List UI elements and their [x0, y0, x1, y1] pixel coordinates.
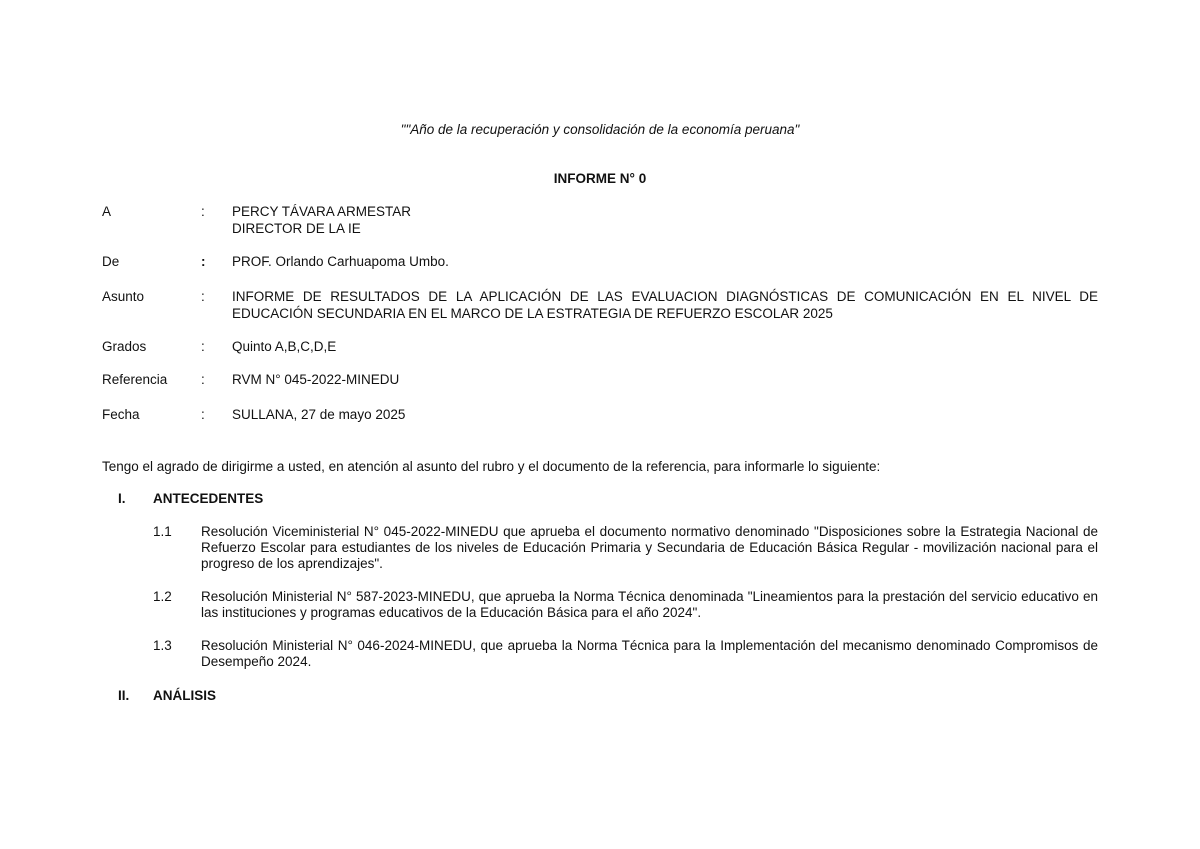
section-heading-antecedentes: [118, 491, 263, 506]
field-referencia-colon: :: [201, 372, 205, 387]
field-a-label: A: [102, 204, 112, 219]
field-grados-colon: :: [201, 339, 205, 354]
item-number: 1.3: [153, 638, 172, 653]
report-title: INFORME N° 0: [553, 171, 647, 186]
recipient-position: DIRECTOR DE LA IE: [232, 221, 361, 236]
section-number: I.: [118, 491, 126, 506]
item-text: Resolución Ministerial N° 046-2024-MINEDU, que aprueba la Norma Técnica para la Implementación del mecanismo denominado Compromisos de Desempeño 2024.: [201, 638, 1098, 669]
field-de-colon: :: [201, 254, 206, 269]
field-de-value: PROF. Orlando Carhuapoma Umbo.: [232, 254, 449, 269]
field-fecha-colon: :: [201, 407, 205, 422]
field-referencia-value: RVM N° 045-2022-MINEDU: [232, 372, 400, 387]
field-grados-label: Grados: [102, 339, 147, 354]
field-referencia-label: Referencia: [102, 372, 168, 387]
field-de-label: De: [102, 254, 120, 269]
section-number: II.: [118, 688, 130, 703]
section-heading-analisis: [118, 688, 216, 703]
field-a-colon: :: [201, 204, 205, 219]
field-a-value: [232, 203, 1098, 237]
recipient-name: PERCY TÁVARA ARMESTAR: [232, 204, 412, 219]
field-asunto-label: Asunto: [102, 289, 145, 304]
field-fecha-value: SULLANA, 27 de mayo 2025: [232, 407, 406, 422]
field-fecha-label: Fecha: [102, 407, 140, 422]
field-asunto-value: INFORME DE RESULTADOS DE LA APLICACIÓN DE LAS EVALUACION DIAGNÓSTICAS DE COMUNICACIÓN EN EL NIVEL DE EDUCACIÓN SECUNDARIA EN EL MARCO DE LA ESTRATEGIA DE REFUERZO ESCOLAR 2025: [232, 289, 1098, 321]
field-asunto-colon: :: [201, 289, 205, 304]
section-title: ANÁLISIS: [153, 688, 217, 703]
item-number: 1.1: [153, 524, 172, 539]
item-text: Resolución Viceministerial N° 045-2022-MINEDU que aprueba el documento normativo denominado "Disposiciones sobre la Estrategia Nacional de Refuerzo Escolar para estudiantes de los niveles de Educación Primaria y Secundaria de Educación Básica Regular - movilización nacional para el progreso de los aprendizajes".: [201, 524, 1098, 571]
intro-paragraph: Tengo el agrado de dirigirme a usted, en atención al asunto del rubro y el documento de la referencia, para informarle lo siguiente:: [102, 459, 881, 474]
year-motto: ""Año de la recuperación y consolidación de la economía peruana": [400, 122, 800, 137]
section-title: ANTECEDENTES: [153, 491, 264, 506]
item-text: Resolución Ministerial N° 587-2023-MINEDU, que aprueba la Norma Técnica denominada "Lineamientos para la prestación del servicio educativo en las instituciones y programas educativos de la Educación Básica para el año 2024".: [201, 589, 1098, 620]
item-number: 1.2: [153, 589, 172, 604]
field-grados-value: Quinto A,B,C,D,E: [232, 339, 337, 354]
